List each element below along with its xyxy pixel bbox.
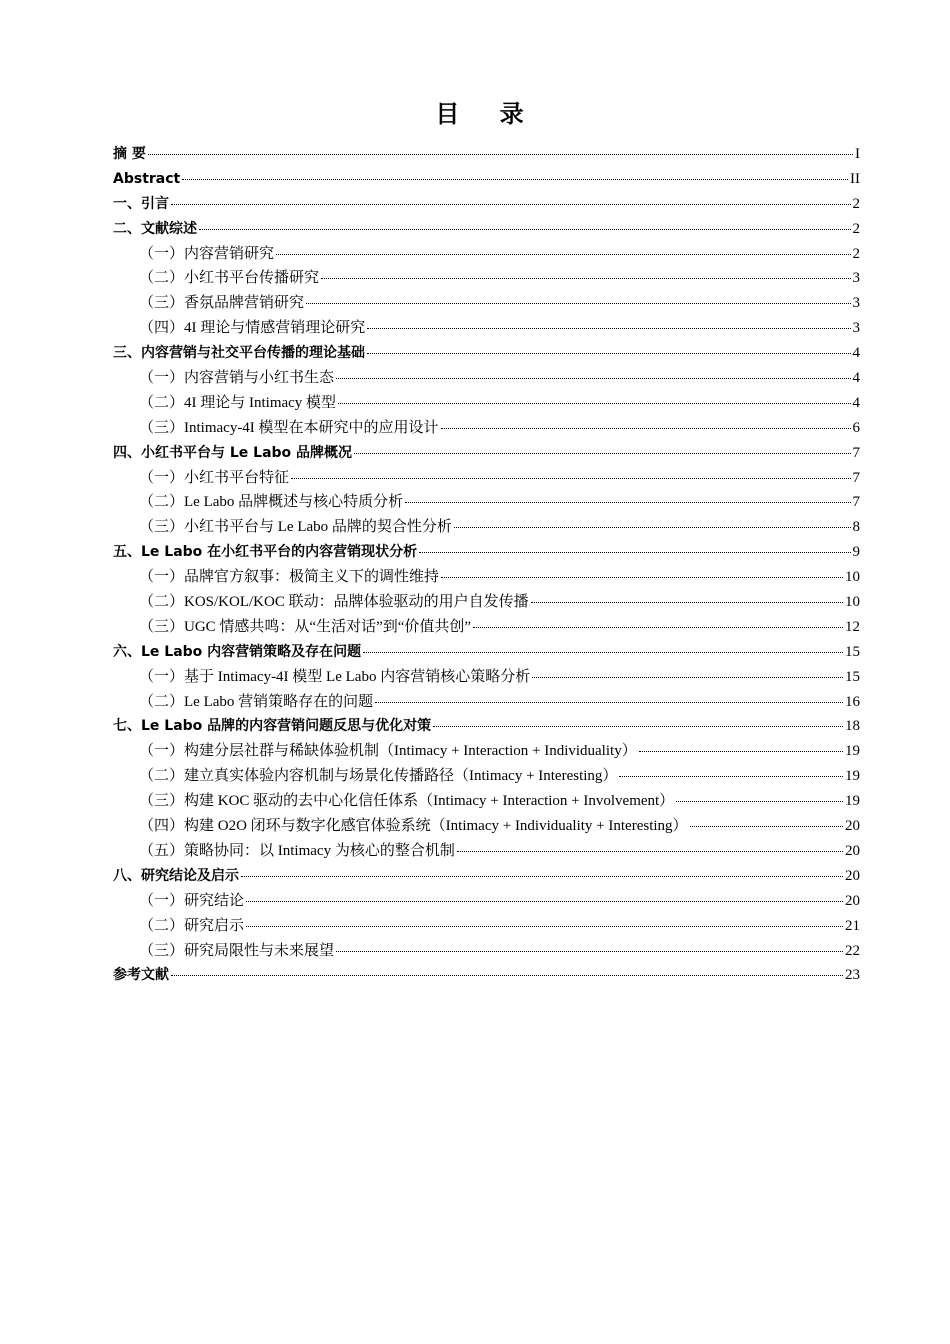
toc-entry[interactable]	[113, 515, 860, 540]
toc-entry-title: （三）香氛品牌营销研究	[139, 295, 305, 312]
dot-leader	[338, 403, 850, 404]
dot-leader	[441, 577, 843, 578]
toc-entry-page-number: 2	[852, 220, 860, 237]
toc-entry-page-number: 3	[852, 320, 860, 337]
toc-entry-page-number: 22	[845, 942, 860, 959]
toc-entry-title: 三、内容营销与社交平台传播的理论基础	[113, 345, 365, 362]
toc-entry-title: 四、小红书平台与 Le Labo 品牌概况	[113, 444, 353, 461]
toc-entry-title: （三）Intimacy-4I 模型在本研究中的应用设计	[139, 419, 439, 436]
toc-entry-title: （四）4I 理论与情感营销理论研究	[139, 320, 366, 337]
toc-entry[interactable]	[113, 615, 860, 640]
toc-entry-page-number: 2	[852, 195, 860, 212]
toc-entry-page-number: 3	[852, 295, 860, 312]
dot-leader	[306, 303, 850, 304]
toc-entry[interactable]	[113, 266, 860, 291]
toc-entry[interactable]	[113, 441, 860, 466]
toc-entry-page-number: 20	[845, 842, 860, 859]
toc-entry-title: 七、Le Labo 品牌的内容营销问题反思与优化对策	[113, 718, 432, 735]
dot-leader	[473, 627, 843, 628]
dot-leader	[148, 154, 853, 155]
dot-leader	[433, 726, 843, 727]
toc-entry-page-number: 19	[845, 768, 860, 785]
toc-entry-page-number: 4	[852, 345, 860, 362]
toc-entry-title: （三）小红书平台与 Le Labo 品牌的契合性分析	[139, 519, 452, 536]
toc-entry-page-number: 15	[845, 668, 860, 685]
dot-leader	[336, 378, 850, 379]
toc-entry-title: 摘 要	[113, 146, 146, 162]
dot-leader	[531, 602, 843, 603]
toc-entry-title: Abstract	[113, 170, 181, 187]
toc-entry[interactable]	[113, 466, 860, 491]
toc-entry[interactable]	[113, 839, 860, 864]
toc-entry-title: （四）构建 O2O 闭环与数字化感官体验系统（Intimacy + Individuality + Interesting）	[139, 818, 688, 835]
toc-entry[interactable]	[113, 565, 860, 590]
toc-entry-page-number: 7	[852, 444, 860, 461]
dot-leader	[336, 951, 843, 952]
toc-entry[interactable]	[113, 939, 860, 964]
toc-entry-title: （一）构建分层社群与稀缺体验机制（Intimacy + Interaction + Individuality）	[139, 743, 637, 760]
toc-entry[interactable]	[113, 914, 860, 939]
dot-leader	[199, 229, 851, 230]
toc-entry[interactable]	[113, 416, 860, 441]
toc-entry-page-number: 10	[845, 594, 860, 611]
toc-entry-page-number: 19	[845, 743, 860, 760]
dot-leader	[321, 278, 850, 279]
toc-entry[interactable]	[113, 739, 860, 764]
toc-entry-title: （三）研究局限性与未来展望	[139, 942, 335, 959]
toc-entry-title: 五、Le Labo 在小红书平台的内容营销现状分析	[113, 544, 418, 561]
toc-entry-title: （三）构建 KOC 驱动的去中心化信任体系（Intimacy + Interaction + Involvement）	[139, 793, 675, 810]
toc-entry-page-number: 4	[852, 394, 860, 411]
toc-entry[interactable]	[113, 540, 860, 565]
toc-entry-page-number: 12	[845, 618, 860, 635]
toc-entry-page-number: 9	[852, 544, 860, 561]
toc-entry-page-number: 7	[852, 469, 860, 486]
toc-entry-page-number: 15	[845, 643, 860, 660]
dot-leader	[441, 428, 851, 429]
toc-entry-title: 一、引言	[113, 195, 169, 212]
dot-leader	[363, 652, 843, 653]
table-of-contents	[113, 142, 860, 988]
dot-leader	[690, 826, 843, 827]
toc-entry[interactable]	[113, 217, 860, 242]
toc-entry[interactable]	[113, 864, 860, 889]
toc-entry[interactable]	[113, 690, 860, 715]
dot-leader	[291, 478, 850, 479]
dot-leader	[171, 204, 851, 205]
dot-leader	[182, 179, 848, 180]
toc-entry[interactable]	[113, 665, 860, 690]
dot-leader	[246, 926, 843, 927]
dot-leader	[354, 453, 850, 454]
dot-leader	[367, 328, 850, 329]
toc-entry-page-number: 19	[845, 793, 860, 810]
dot-leader	[375, 702, 843, 703]
toc-entry[interactable]	[113, 814, 860, 839]
toc-entry-title: （一）小红书平台特征	[139, 469, 290, 486]
toc-entry-title: （二）4I 理论与 Intimacy 模型	[139, 394, 337, 411]
dot-leader	[276, 254, 850, 255]
toc-entry-title: 二、文献综述	[113, 220, 197, 237]
toc-entry-title: （二）研究启示	[139, 917, 245, 934]
page-title: 目 录	[435, 100, 540, 128]
toc-entry-page-number: 18	[845, 718, 860, 735]
toc-entry-page-number: I	[855, 146, 860, 162]
toc-entry-title: （二）Le Labo 营销策略存在的问题	[139, 693, 374, 710]
toc-entry-title: （一）内容营销研究	[139, 245, 275, 262]
dot-leader	[419, 552, 850, 553]
dot-leader	[367, 353, 851, 354]
toc-entry-page-number: 23	[845, 967, 860, 984]
toc-entry-title: （二）建立真实体验内容机制与场景化传播路径（Intimacy + Interesting）	[139, 768, 618, 785]
toc-entry-title: （五）策略协同：以 Intimacy 为核心的整合机制	[139, 842, 455, 859]
toc-entry-page-number: 20	[845, 867, 860, 884]
dot-leader	[405, 502, 850, 503]
dot-leader	[246, 901, 843, 902]
dot-leader	[457, 851, 843, 852]
toc-entry[interactable]	[113, 764, 860, 789]
toc-entry[interactable]	[113, 366, 860, 391]
dot-leader	[454, 527, 851, 528]
toc-entry-page-number: 7	[852, 494, 860, 511]
dot-leader	[639, 751, 843, 752]
toc-entry[interactable]	[113, 242, 860, 267]
toc-entry[interactable]	[113, 889, 860, 914]
toc-entry-title: （二）KOS/KOL/KOC 联动：品牌体验驱动的用户自发传播	[139, 594, 529, 611]
toc-entry-title: 参考文献	[113, 967, 169, 984]
toc-entry-page-number: 21	[845, 917, 860, 934]
dot-leader	[676, 801, 843, 802]
toc-entry[interactable]	[113, 142, 860, 167]
toc-entry[interactable]	[113, 341, 860, 366]
toc-entry-title: （一）研究结论	[139, 892, 245, 909]
toc-entry-page-number: 6	[852, 419, 860, 436]
toc-entry-page-number: 20	[845, 818, 860, 835]
toc-entry[interactable]	[113, 640, 860, 665]
toc-entry-title: （一）基于 Intimacy-4I 模型 Le Labo 内容营销核心策略分析	[139, 668, 531, 685]
toc-entry[interactable]	[113, 963, 860, 988]
toc-entry[interactable]	[113, 490, 860, 515]
toc-entry-title: 六、Le Labo 内容营销策略及存在问题	[113, 643, 362, 660]
toc-entry-page-number: 8	[852, 519, 860, 536]
toc-entry-page-number: 10	[845, 569, 860, 586]
dot-leader	[241, 876, 843, 877]
toc-entry[interactable]	[113, 391, 860, 416]
toc-entry-title: （三）UGC 情感共鸣：从“生活对话”到“价值共创”	[139, 618, 472, 635]
toc-entry[interactable]	[113, 167, 860, 192]
dot-leader	[532, 677, 843, 678]
toc-entry-page-number: 20	[845, 892, 860, 909]
toc-entry[interactable]	[113, 590, 860, 615]
dot-leader	[619, 776, 843, 777]
toc-entry[interactable]	[113, 192, 860, 217]
toc-entry-page-number: 16	[845, 693, 860, 710]
toc-entry[interactable]	[113, 714, 860, 739]
toc-entry-title: （一）品牌官方叙事：极简主义下的调性维持	[139, 569, 440, 586]
toc-entry-title: （二）Le Labo 品牌概述与核心特质分析	[139, 494, 404, 511]
toc-entry-title: （一）内容营销与小红书生态	[139, 370, 335, 387]
toc-entry-page-number: 3	[852, 270, 860, 287]
toc-entry-page-number: 4	[852, 370, 860, 387]
toc-entry[interactable]	[113, 291, 860, 316]
toc-entry[interactable]	[113, 789, 860, 814]
toc-entry-page-number: 2	[852, 245, 860, 262]
toc-entry[interactable]	[113, 316, 860, 341]
toc-entry-page-number: II	[850, 170, 860, 187]
toc-entry-title: 八、研究结论及启示	[113, 867, 239, 884]
toc-entry-title: （二）小红书平台传播研究	[139, 270, 320, 287]
dot-leader	[171, 975, 843, 976]
